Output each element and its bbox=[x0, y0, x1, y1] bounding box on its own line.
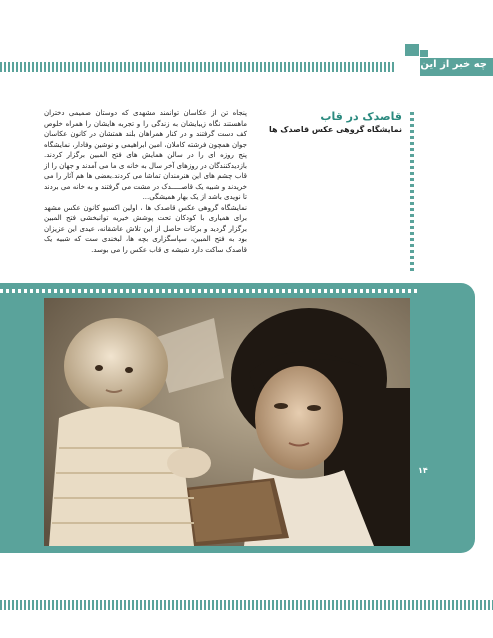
dotted-divider-lower bbox=[410, 470, 414, 545]
header-decoration bbox=[405, 44, 419, 56]
page-number: ۱۴ bbox=[418, 466, 428, 475]
article-body bbox=[44, 108, 247, 255]
dotted-divider bbox=[410, 112, 414, 272]
article-subtitle: نمایشگاه گروهی عکس قاصدک ها bbox=[268, 125, 402, 134]
article-paragraph: پنجاه تن از عکاسان توانمند مشهدی که دوستان صمیمی دختران ماهستند نگاه زیبایشان به زندگی را و تجربه هایشان را همراه خلوص کف دست گرفتند و در کنار همراهان بلند همتشان در کانون عکاسان جوان همچون فرشته کاملان، امین ابراهیمی و نوشین وفادار، نمایشگاه پنج روزه ای را در سالن همایش های فتح المبین برگزار کردند. بازدیدکنندگان در روزهای آخر سال به خانه ی ما می آمدند و جهان را از قاب چشم های این هنرمندان تماشا می کردند.بعضی ها هم آثار را می خریدند و شبیه یک قاصـــــدک در مشت می گرفتند و به خانه می بردند تا نویدی باشد از یک بهار همیشگی... bbox=[43, 109, 247, 201]
section-title: چه خبر از این خانه bbox=[396, 59, 487, 70]
photo-illustration bbox=[44, 298, 410, 546]
band-dotted-rule bbox=[0, 289, 420, 293]
article-title: قاصدک در قاب bbox=[320, 110, 402, 123]
footer-tick-rule bbox=[0, 600, 493, 610]
article-paragraph: نمایشگاه گروهی عکس قاصدک ها ، اولین اکسپو کانون عکس مشهد برای همیاری با کودکان تحت پوشش خیریه توانبخشی فتح المبین برگزار گردید و برکات حاصل از این تلاش عاشقانه، عیدی این عزیزان بود به فتح المبین، سپاسگزاری بچه ها، لبخندی ست که شبیه یک قاصدک ساکت دارد شیشه ی قاب عکس را می بوسد. bbox=[44, 203, 247, 254]
header-tick-rule bbox=[0, 62, 395, 72]
header-decoration-small bbox=[420, 50, 428, 57]
article-photo bbox=[44, 298, 410, 546]
